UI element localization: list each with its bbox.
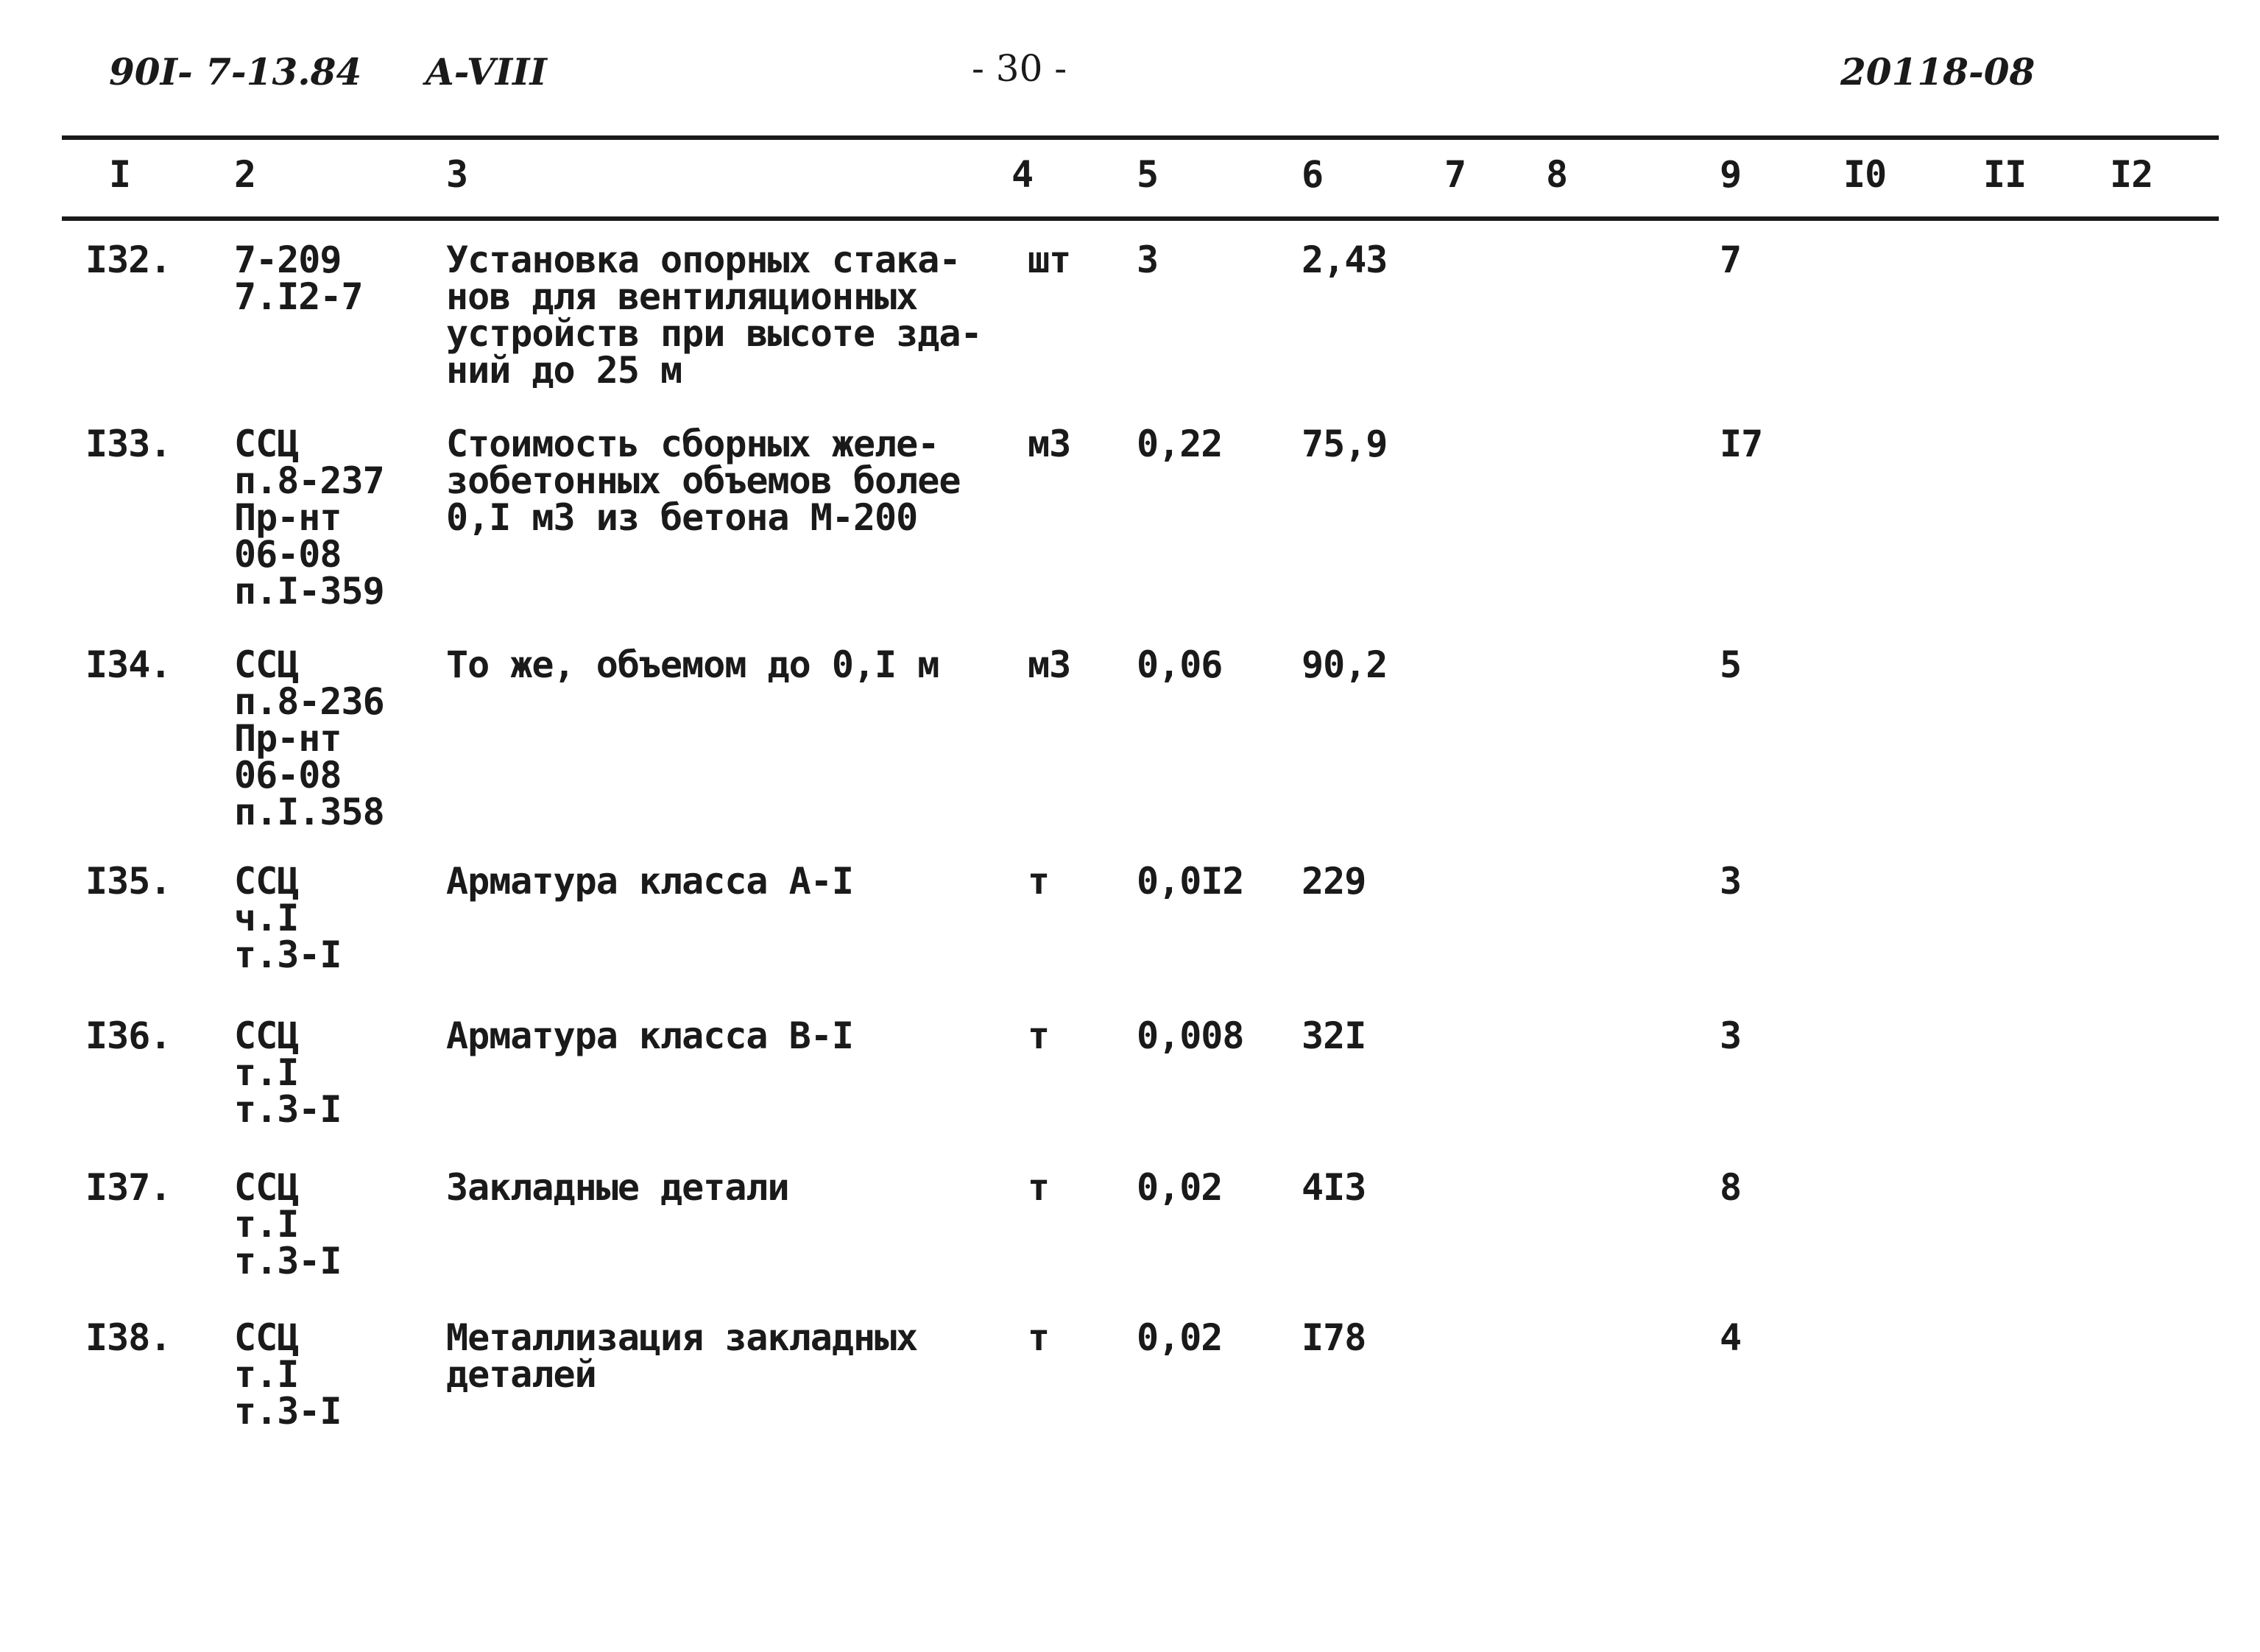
total-cost: I7 — [1720, 423, 1763, 465]
unit: м3 — [1028, 423, 1071, 465]
quantity: 0,06 — [1137, 643, 1223, 686]
norm-code: ССЦ ч.I т.3-I — [234, 860, 342, 976]
work-description: То же, объемом до 0,I м — [446, 643, 939, 686]
work-description: Арматура класса В-I — [446, 1014, 853, 1057]
document-code: 90I- 7-13.84 — [109, 50, 362, 93]
column-header: 9 — [1720, 153, 1742, 196]
row-number: I34. — [85, 643, 172, 686]
column-header: 2 — [234, 153, 256, 196]
unit: т — [1028, 860, 1050, 903]
work-description: Установка опорных стака- нов для вентиляционных устройств при высоте зда- ний до 25 м — [446, 239, 982, 392]
column-header: 4 — [1011, 153, 1034, 196]
norm-code: 7-209 7.I2-7 — [234, 239, 363, 318]
total-cost: 3 — [1720, 1014, 1742, 1057]
norm-code: ССЦ т.I т.3-I — [234, 1166, 342, 1282]
table-top-rule — [62, 135, 2219, 140]
unit: т — [1028, 1316, 1050, 1359]
row-number: I36. — [85, 1014, 172, 1057]
row-number: I37. — [85, 1166, 172, 1209]
quantity: 3 — [1137, 239, 1159, 281]
quantity: 0,008 — [1137, 1014, 1244, 1057]
row-number: I35. — [85, 860, 172, 903]
unit-price: 229 — [1302, 860, 1366, 903]
quantity: 0,22 — [1137, 423, 1223, 465]
total-cost: 4 — [1720, 1316, 1742, 1359]
unit-price: 32I — [1302, 1014, 1366, 1057]
page-number: - 30 - — [972, 47, 1067, 90]
column-header: 8 — [1546, 153, 1568, 196]
work-description: Закладные детали — [446, 1166, 789, 1209]
quantity: 0,02 — [1137, 1316, 1223, 1359]
work-description: Стоимость сборных желе- зобетонных объемов более 0,I м3 из бетона М-200 — [446, 423, 961, 539]
album-number: A-VIII — [425, 50, 547, 93]
column-header: 7 — [1444, 153, 1466, 196]
total-cost: 5 — [1720, 643, 1742, 686]
column-header: II — [1983, 153, 2027, 196]
column-header: I — [109, 153, 131, 196]
row-number: I38. — [85, 1316, 172, 1359]
norm-code: ССЦ т.I т.3-I — [234, 1014, 342, 1131]
unit: м3 — [1028, 643, 1071, 686]
sheet-code: 20118-08 — [1840, 50, 2035, 93]
row-number: I33. — [85, 423, 172, 465]
column-header: I2 — [2110, 153, 2153, 196]
quantity: 0,0I2 — [1137, 860, 1244, 903]
total-cost: 7 — [1720, 239, 1742, 281]
norm-code: ССЦ п.8-237 Пр-нт 06-08 п.I-359 — [234, 423, 384, 613]
column-header: 5 — [1137, 153, 1159, 196]
total-cost: 8 — [1720, 1166, 1742, 1209]
column-header: 3 — [446, 153, 468, 196]
unit: т — [1028, 1014, 1050, 1057]
quantity: 0,02 — [1137, 1166, 1223, 1209]
row-number: I32. — [85, 239, 172, 281]
unit: шт — [1028, 239, 1071, 281]
unit-price: 90,2 — [1302, 643, 1388, 686]
work-description: Металлизация закладных деталей — [446, 1316, 918, 1396]
column-header: 6 — [1302, 153, 1324, 196]
work-description: Арматура класса А-I — [446, 860, 853, 903]
table-header-rule — [62, 216, 2219, 221]
column-header: I0 — [1843, 153, 1887, 196]
unit-price: 4I3 — [1302, 1166, 1366, 1209]
unit-price: I78 — [1302, 1316, 1366, 1359]
unit-price: 75,9 — [1302, 423, 1388, 465]
unit-price: 2,43 — [1302, 239, 1388, 281]
norm-code: ССЦ п.8-236 Пр-нт 06-08 п.I.358 — [234, 643, 384, 833]
unit: т — [1028, 1166, 1050, 1209]
norm-code: ССЦ т.I т.3-I — [234, 1316, 342, 1433]
total-cost: 3 — [1720, 860, 1742, 903]
